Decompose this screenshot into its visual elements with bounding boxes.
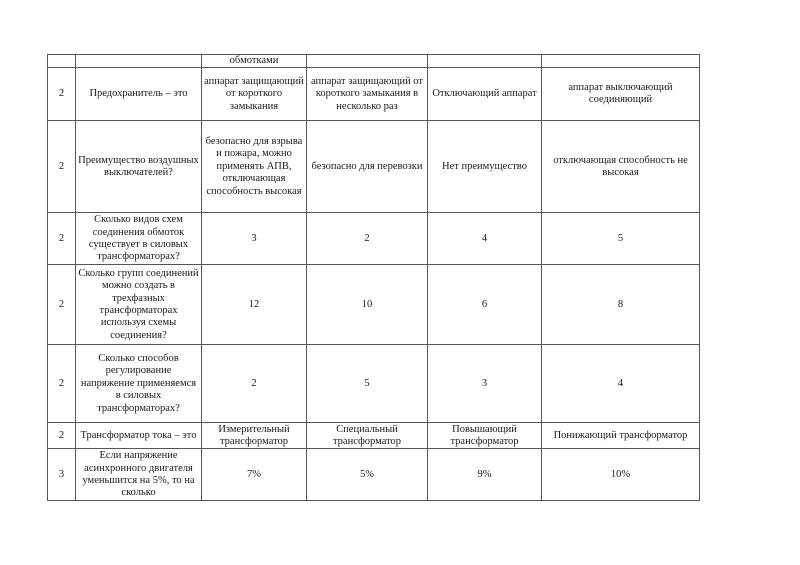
row-number: [48, 55, 76, 68]
table-row: [48, 55, 700, 68]
answer-cell: 8: [542, 265, 700, 345]
answer-cell: 3: [428, 345, 542, 423]
answer-cell: Специальный трансформатор: [307, 423, 428, 449]
answer-cell: 10%: [542, 449, 700, 501]
row-number: 2: [48, 121, 76, 213]
question-cell: Трансформатор тока – это: [76, 423, 202, 449]
answer-cell: отключающая способность не высокая: [542, 121, 700, 213]
question-cell: Предохранитель – это: [76, 68, 202, 121]
table-row: [48, 449, 700, 501]
table-row: [48, 121, 700, 213]
answer-cell: 7%: [202, 449, 307, 501]
answer-cell: [428, 55, 542, 68]
row-number: 2: [48, 68, 76, 121]
answer-cell: 4: [428, 213, 542, 265]
answer-cell: Нет преимущество: [428, 121, 542, 213]
answer-cell: [307, 55, 428, 68]
answer-cell: аппарат защищающий от короткого замыкания: [202, 68, 307, 121]
answer-cell: 5%: [307, 449, 428, 501]
answer-cell: обмотками: [202, 55, 307, 68]
test-table: [47, 54, 700, 501]
row-number: 3: [48, 449, 76, 501]
answer-cell: безопасно для взрыва и пожара, можно применять АПВ, отключающая способность высокая: [202, 121, 307, 213]
question-cell: Преимущество воздушных выключателей?: [76, 121, 202, 213]
answer-cell: безопасно для перевозки: [307, 121, 428, 213]
answer-cell: Отключающий аппарат: [428, 68, 542, 121]
table-row: [48, 265, 700, 345]
answer-cell: 10: [307, 265, 428, 345]
row-number: 2: [48, 213, 76, 265]
answer-cell: аппарат защищающий от короткого замыкания в несколько раз: [307, 68, 428, 121]
question-cell: [76, 55, 202, 68]
row-number: 2: [48, 423, 76, 449]
answer-cell: 12: [202, 265, 307, 345]
answer-cell: 3: [202, 213, 307, 265]
table-row: [48, 423, 700, 449]
answer-cell: 2: [307, 213, 428, 265]
answer-cell: Повышающий трансформатор: [428, 423, 542, 449]
question-cell: Сколько видов схем соединения обмоток существует в силовых трансформаторах?: [76, 213, 202, 265]
table-row: [48, 345, 700, 423]
answer-cell: 4: [542, 345, 700, 423]
answer-cell: Измерительный трансформатор: [202, 423, 307, 449]
question-cell: Сколько способов регулирование напряжение применяемся в силовых трансформаторах?: [76, 345, 202, 423]
answer-cell: 2: [202, 345, 307, 423]
answer-cell: 5: [307, 345, 428, 423]
question-cell: Сколько групп соединений можно создать в трехфазных трансформаторах используя схемы соединения?: [76, 265, 202, 345]
answer-cell: 6: [428, 265, 542, 345]
question-cell: Если напряжение асинхронного двигателя уменьшится на 5%, то на сколько: [76, 449, 202, 501]
answer-cell: Понижающий трансформатор: [542, 423, 700, 449]
row-number: 2: [48, 345, 76, 423]
table-row: [48, 68, 700, 121]
row-number: 2: [48, 265, 76, 345]
answer-cell: [542, 55, 700, 68]
answer-cell: 5: [542, 213, 700, 265]
table-row: [48, 213, 700, 265]
answer-cell: 9%: [428, 449, 542, 501]
answer-cell: аппарат выключающий соединяющий: [542, 68, 700, 121]
